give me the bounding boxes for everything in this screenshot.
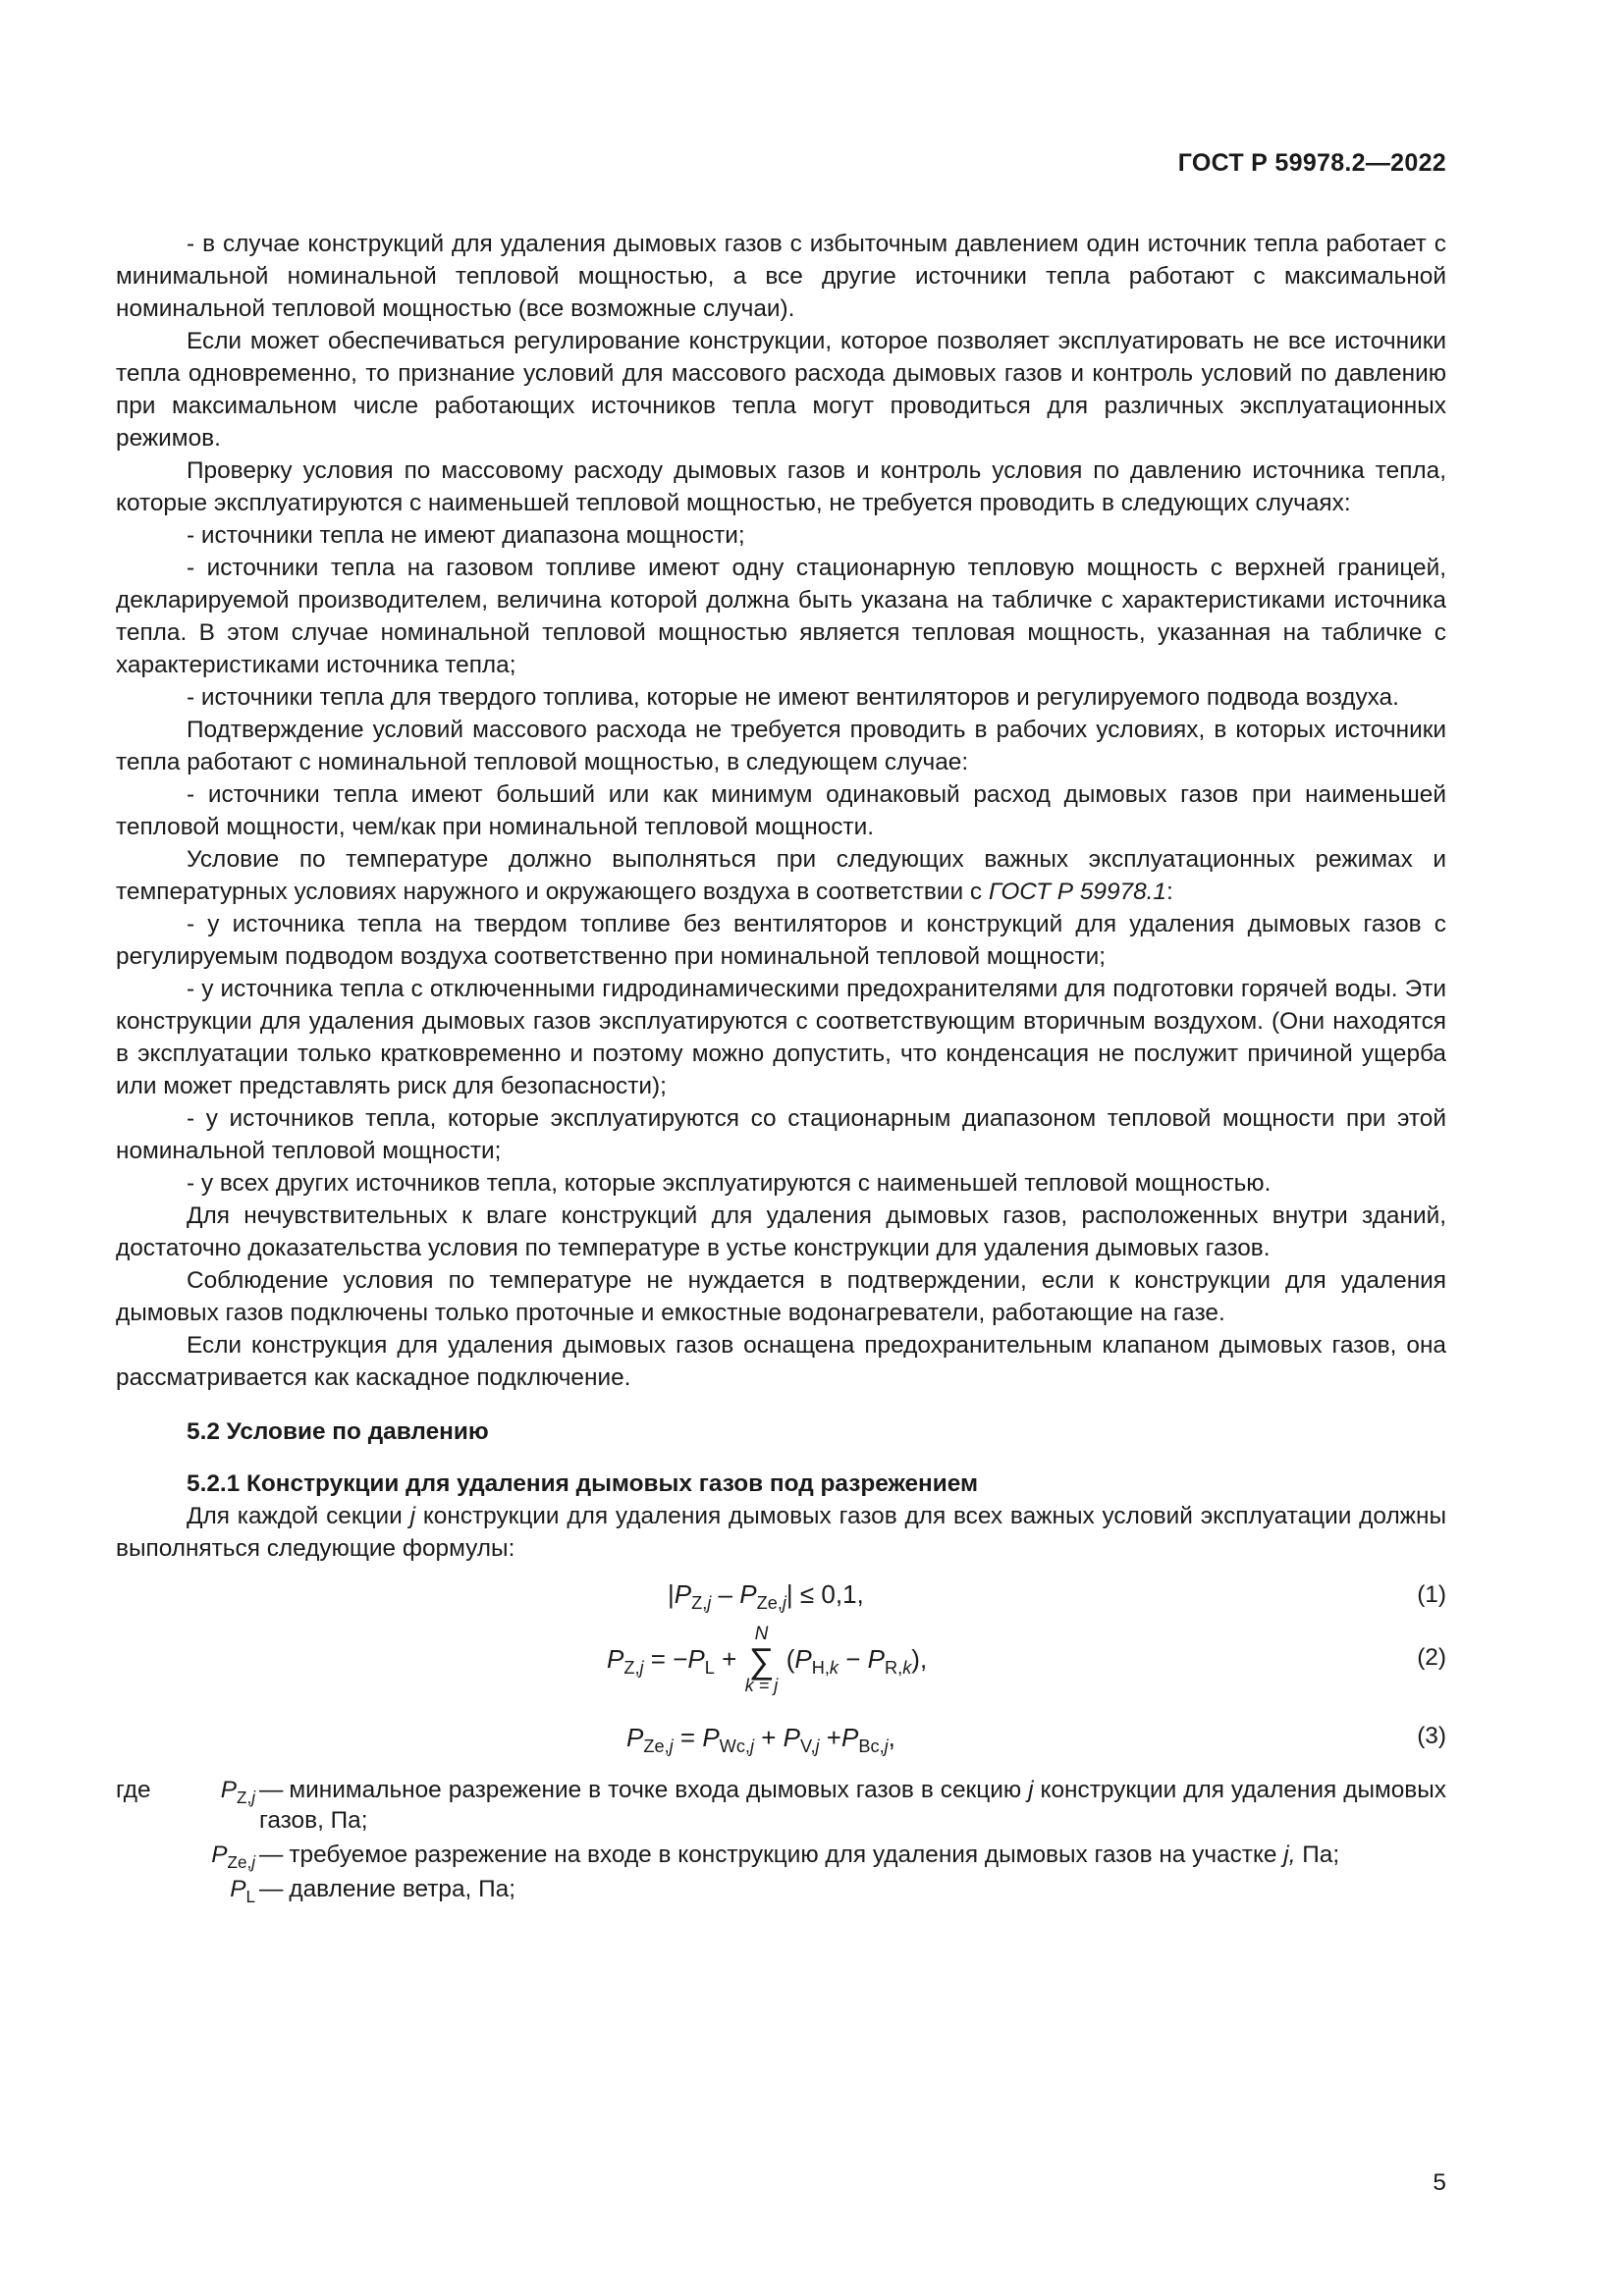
paragraph: - в случае конструкций для удаления дымовых газов с избыточным давлением один источник тепла работает с минимальной номинальной тепловой мощностью, а все другие источники тепла работают с максимальной номинальной тепловой мощностью (все возможные случаи).	[116, 231, 1446, 322]
formula-intro: Для каждой секции j конструкции для удаления дымовых газов для всех важных условий эксплуатации должны выполняться следующие формулы:	[116, 1503, 1446, 1562]
definition-pze: $P_{Ze,j}$ — требуемое разрежение на входе в конструкцию для удаления дымовых газов на участке j, Па;	[211, 1842, 1340, 1872]
paragraph-temperature	[116, 843, 1446, 908]
list-item: - источники тепла для твердого топлива, которые не имеют вентиляторов и регулируемого подвода воздуха.	[187, 684, 1399, 711]
page-content	[116, 228, 1446, 1908]
list-item: - у источника тепла с отключенными гидродинамическими предохранителями для подготовки горячей воды. Эти конструкции для удаления дымовых газов эксплуатируются с соответствующим вторичным воздухом. (Они находятся в эксплуатации только кратковременно и поэтому можно допустить, что конденсация не послужит причиной ущерба или может представлять риск для безопасности);	[116, 976, 1446, 1099]
list-item: - источники тепла не имеют диапазона мощности;	[187, 522, 745, 549]
temp-intro: Условие по температуре должно выполняться при следующих важных эксплуатационных режимах и температурных условиях наружного и окружающего воздуха в соответствии с	[116, 846, 1446, 905]
formula-1-expression: $|P_{Z,j} - P_{Ze,j}| \le 0,1$,	[668, 1579, 864, 1613]
summation-sign: N ∑ k = j	[744, 1624, 779, 1696]
formula-1	[116, 1571, 1446, 1614]
definitions-list	[116, 1775, 1446, 1904]
paragraph: Проверку условия по массовому расходу дымовых газов и контроль условия по давлению источника тепла, которые эксплуатируются с наименьшей тепловой мощностью, не требуется проводить в следующих случаях:	[116, 457, 1446, 516]
definition-pz: где $P_{Z,j}$ — минимальное разрежение в точке входа дымовых газов в секцию j конструкции для удаления дымовых газов, Па;	[116, 1777, 1446, 1834]
formula-2-number: (2)	[1417, 1644, 1446, 1671]
paragraph: Если может обеспечиваться регулирование конструкции, которое позволяет эксплуатировать не все источники тепла одновременно, то признание условий для массового расхода дымовых газов и контроль условий по давлению при максимальном числе работающих источников тепла могут проводиться для различных эксплуатационных режимов.	[116, 328, 1446, 452]
temp-end: :	[1166, 879, 1173, 905]
paragraph: Если конструкция для удаления дымовых газов оснащена предохранительным клапаном дымовых газов, она рассматривается как каскадное подключение.	[116, 1332, 1446, 1391]
paragraph: Для нечувствительных к влаге конструкций для удаления дымовых газов, расположенных внутри зданий, достаточно доказательства условия по температуре в устье конструкции для удаления дымовых газов.	[116, 1202, 1446, 1261]
section-heading: 5.2 Условие по давлению	[187, 1418, 489, 1445]
page-number: 5	[1433, 2169, 1446, 2196]
document-code: ГОСТ Р 59978.2—2022	[1177, 149, 1446, 177]
subsection-heading: 5.2.1 Конструкции для удаления дымовых газов под разрежением	[187, 1470, 979, 1497]
formula-2	[116, 1620, 1446, 1706]
list-item: - источники тепла на газовом топливе имеют одну стационарную тепловую мощность с верхней границей, декларируемой производителем, величина которой должна быть указана на табличке с характеристиками источника тепла. В этом случае номинальной тепловой мощностью является тепловая мощность, указанная на табличке с характеристиками источника тепла;	[116, 555, 1446, 678]
paragraph: Подтверждение условий массового расхода не требуется проводить в рабочих условиях, в которых источники тепла работают с номинальной тепловой мощностью, в следующем случае:	[116, 717, 1446, 775]
formula-3	[116, 1712, 1446, 1763]
paragraph: Соблюдение условия по температуре не нуждается в подтверждении, если к конструкции для удаления дымовых газов подключены только проточные и емкостные водонагреватели, работающие на газе.	[116, 1267, 1446, 1326]
formula-2-expression: $P_{Z,j} = -P_L$ + N ∑ k = j $(P_{H,k} - P_{R,k})$,	[607, 1624, 928, 1696]
list-item: - у источника тепла на твердом топливе без вентиляторов и конструкций для удаления дымовых газов с регулируемым подводом воздуха соответственно при номинальной тепловой мощности;	[116, 911, 1446, 970]
formula-3-number: (3)	[1417, 1723, 1446, 1749]
list-item: - у всех других источников тепла, которые эксплуатируются с наименьшей тепловой мощностью.	[187, 1170, 1272, 1197]
definition-pl: $P_L$ — давление ветра, Па;	[230, 1876, 515, 1906]
list-item: - источники тепла имеют больший или как минимум одинаковый расход дымовых газов при наименьшей тепловой мощности, чем/как при номинальной тепловой мощности.	[116, 781, 1446, 840]
list-item: - у источников тепла, которые эксплуатируются со стационарным диапазоном тепловой мощности при этой номинальной тепловой мощности;	[116, 1105, 1446, 1164]
formula-1-number: (1)	[1417, 1581, 1446, 1608]
formula-3-expression: $P_{Ze,j} = P_{Wc,j} + P_{V,j} +P_{Bc,j}$,	[626, 1723, 895, 1756]
standard-reference: ГОСТ Р 59978.1	[988, 879, 1166, 905]
